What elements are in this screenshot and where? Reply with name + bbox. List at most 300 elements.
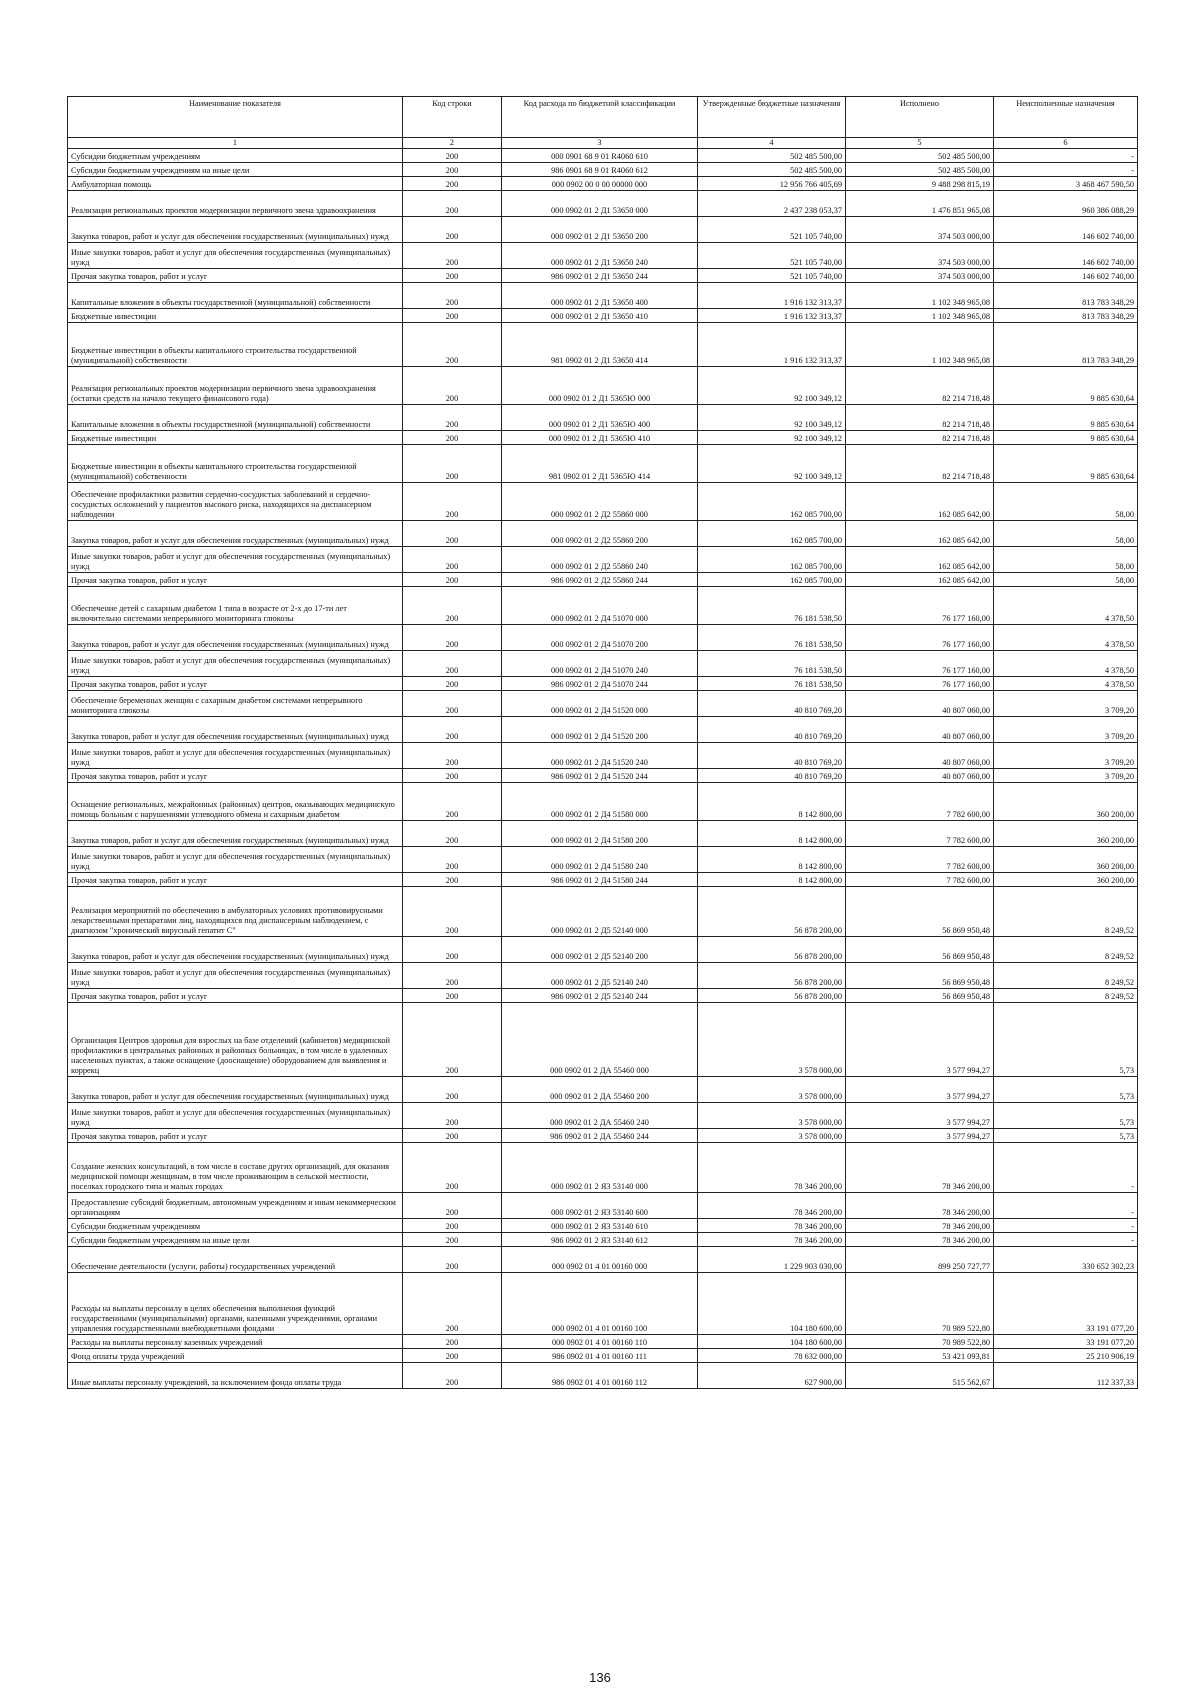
row-name: Иные закупки товаров, работ и услуг для обеспечения государственных (муниципальных) нужд <box>68 743 403 769</box>
table-row <box>68 405 1138 431</box>
row-name: Иные закупки товаров, работ и услуг для обеспечения государственных (муниципальных) нужд <box>68 963 403 989</box>
row-line-code: 200 <box>403 783 502 821</box>
row-name: Иные закупки товаров, работ и услуг для обеспечения государственных (муниципальных) нужд <box>68 1103 403 1129</box>
row-unexecuted: 3 709,20 <box>994 769 1138 783</box>
row-expense-code: 986 0902 01 4 01 00160 111 <box>502 1349 698 1363</box>
row-name: Субсидии бюджетным учреждениям <box>68 1219 403 1233</box>
row-name: Амбулаторная помощь <box>68 177 403 191</box>
row-name: Оснащение региональных, межрайонных (районных) центров, оказывающих медицинскую помощь больным с нарушениями углеводного обмена и сахарным диабетом <box>68 783 403 821</box>
row-executed: 78 346 200,00 <box>846 1193 994 1219</box>
table-row <box>68 177 1138 191</box>
row-expense-code: 000 0902 01 2 Д1 53650 400 <box>502 283 698 309</box>
row-unexecuted: 4 378,50 <box>994 625 1138 651</box>
row-executed: 56 869 950,48 <box>846 989 994 1003</box>
row-line-code: 200 <box>403 1077 502 1103</box>
table-row <box>68 323 1138 367</box>
table-row <box>68 1129 1138 1143</box>
table-row <box>68 547 1138 573</box>
row-expense-code: 986 0902 01 2 Д4 51070 244 <box>502 677 698 691</box>
row-expense-code: 000 0902 01 2 Д4 51580 000 <box>502 783 698 821</box>
row-name: Предоставление субсидий бюджетным, автономным учреждениям и иным некоммерческим организациям <box>68 1193 403 1219</box>
row-executed: 374 503 000,00 <box>846 269 994 283</box>
row-unexecuted: 5,73 <box>994 1129 1138 1143</box>
row-approved: 78 346 200,00 <box>698 1219 846 1233</box>
row-line-code: 200 <box>403 217 502 243</box>
row-executed: 76 177 160,00 <box>846 677 994 691</box>
row-approved: 627 900,00 <box>698 1363 846 1389</box>
header-approved: Утвержденные бюджетные назначения <box>698 97 846 138</box>
table-row <box>68 573 1138 587</box>
table-row <box>68 1193 1138 1219</box>
table-row <box>68 717 1138 743</box>
row-unexecuted: 5,73 <box>994 1003 1138 1077</box>
row-expense-code: 986 0902 01 2 Д1 53650 244 <box>502 269 698 283</box>
row-expense-code: 000 0902 01 2 Д1 5365Ю 410 <box>502 431 698 445</box>
row-approved: 76 181 538,50 <box>698 587 846 625</box>
row-executed: 56 869 950,48 <box>846 937 994 963</box>
row-executed: 82 214 718,48 <box>846 405 994 431</box>
row-line-code: 200 <box>403 937 502 963</box>
row-name: Закупка товаров, работ и услуг для обеспечения государственных (муниципальных) нужд <box>68 821 403 847</box>
row-expense-code: 986 0902 01 2 Д4 51580 244 <box>502 873 698 887</box>
row-name: Бюджетные инвестиции в объекты капитального строительства государственной (муниципальной) собственности <box>68 445 403 483</box>
row-approved: 8 142 800,00 <box>698 783 846 821</box>
row-name: Закупка товаров, работ и услуг для обеспечения государственных (муниципальных) нужд <box>68 217 403 243</box>
table-row <box>68 1003 1138 1077</box>
table-row <box>68 1219 1138 1233</box>
row-line-code: 200 <box>403 405 502 431</box>
row-name: Иные закупки товаров, работ и услуг для обеспечения государственных (муниципальных) нужд <box>68 847 403 873</box>
table-row <box>68 1363 1138 1389</box>
row-unexecuted: 25 210 906,19 <box>994 1349 1138 1363</box>
table-row <box>68 431 1138 445</box>
row-approved: 521 105 740,00 <box>698 269 846 283</box>
table-body <box>68 149 1138 1389</box>
row-executed: 56 869 950,48 <box>846 963 994 989</box>
row-line-code: 200 <box>403 1103 502 1129</box>
table-row <box>68 1273 1138 1335</box>
header-executed: Исполнено <box>846 97 994 138</box>
row-line-code: 200 <box>403 1247 502 1273</box>
row-executed: 82 214 718,48 <box>846 431 994 445</box>
row-name: Обеспечение профилактики развития сердечно-сосудистых заболеваний и сердечно-сосудистых осложнений у пациентов высокого риска, находящихся на диспансерном наблюдении <box>68 483 403 521</box>
row-unexecuted: 3 709,20 <box>994 691 1138 717</box>
row-name: Закупка товаров, работ и услуг для обеспечения государственных (муниципальных) нужд <box>68 521 403 547</box>
row-name: Реализация региональных проектов модернизации первичного звена здравоохранения <box>68 191 403 217</box>
row-unexecuted: 360 200,00 <box>994 821 1138 847</box>
header-line-code: Код строки <box>403 97 502 138</box>
row-expense-code: 000 0902 01 2 Д5 52140 200 <box>502 937 698 963</box>
row-approved: 3 578 000,00 <box>698 1003 846 1077</box>
row-expense-code: 000 0902 01 2 Д5 52140 000 <box>502 887 698 937</box>
row-unexecuted: 9 885 630,64 <box>994 445 1138 483</box>
row-line-code: 200 <box>403 191 502 217</box>
row-unexecuted: - <box>994 1219 1138 1233</box>
header-name: Наименование показателя <box>68 97 403 138</box>
row-approved: 56 878 200,00 <box>698 989 846 1003</box>
row-line-code: 200 <box>403 323 502 367</box>
row-name: Закупка товаров, работ и услуг для обеспечения государственных (муниципальных) нужд <box>68 625 403 651</box>
row-unexecuted: 9 885 630,64 <box>994 431 1138 445</box>
row-expense-code: 000 0902 01 2 Д4 51580 200 <box>502 821 698 847</box>
row-name: Прочая закупка товаров, работ и услуг <box>68 873 403 887</box>
row-expense-code: 000 0902 01 2 Д2 55860 000 <box>502 483 698 521</box>
table-row <box>68 769 1138 783</box>
column-number: 1 <box>68 138 403 149</box>
row-unexecuted: 146 602 740,00 <box>994 217 1138 243</box>
row-expense-code: 000 0902 01 2 Д4 51520 240 <box>502 743 698 769</box>
row-executed: 7 782 600,00 <box>846 873 994 887</box>
row-approved: 56 878 200,00 <box>698 963 846 989</box>
row-expense-code: 000 0902 01 2 Д1 5365Ю 400 <box>502 405 698 431</box>
row-name: Закупка товаров, работ и услуг для обеспечения государственных (муниципальных) нужд <box>68 937 403 963</box>
row-expense-code: 000 0902 01 4 01 00160 110 <box>502 1335 698 1349</box>
row-expense-code: 000 0902 01 2 Д2 55860 200 <box>502 521 698 547</box>
row-line-code: 200 <box>403 445 502 483</box>
row-executed: 78 346 200,00 <box>846 1233 994 1247</box>
row-expense-code: 986 0902 01 4 01 00160 112 <box>502 1363 698 1389</box>
row-executed: 3 577 994,27 <box>846 1077 994 1103</box>
row-expense-code: 981 0902 01 2 Д1 5365Ю 414 <box>502 445 698 483</box>
table-row <box>68 1349 1138 1363</box>
row-expense-code: 000 0902 01 2 ДА 55460 000 <box>502 1003 698 1077</box>
row-approved: 104 180 600,00 <box>698 1335 846 1349</box>
row-name: Прочая закупка товаров, работ и услуг <box>68 677 403 691</box>
row-approved: 8 142 800,00 <box>698 847 846 873</box>
row-line-code: 200 <box>403 1193 502 1219</box>
row-unexecuted: - <box>994 1193 1138 1219</box>
row-expense-code: 986 0902 01 2 Д2 55860 244 <box>502 573 698 587</box>
row-name: Бюджетные инвестиции <box>68 309 403 323</box>
row-line-code: 200 <box>403 243 502 269</box>
row-executed: 162 085 642,00 <box>846 483 994 521</box>
row-executed: 78 346 200,00 <box>846 1143 994 1193</box>
table-row <box>68 821 1138 847</box>
row-line-code: 200 <box>403 717 502 743</box>
table-row <box>68 1233 1138 1247</box>
table-row <box>68 367 1138 405</box>
row-executed: 374 503 000,00 <box>846 217 994 243</box>
table-row <box>68 873 1138 887</box>
row-unexecuted: 360 200,00 <box>994 783 1138 821</box>
row-expense-code: 000 0902 01 2 Д2 55860 240 <box>502 547 698 573</box>
row-approved: 92 100 349,12 <box>698 445 846 483</box>
row-approved: 1 916 132 313,37 <box>698 283 846 309</box>
row-line-code: 200 <box>403 873 502 887</box>
row-executed: 3 577 994,27 <box>846 1103 994 1129</box>
row-unexecuted: - <box>994 149 1138 163</box>
table-row <box>68 963 1138 989</box>
row-approved: 92 100 349,12 <box>698 405 846 431</box>
row-approved: 3 578 000,00 <box>698 1103 846 1129</box>
row-name: Иные закупки товаров, работ и услуг для обеспечения государственных (муниципальных) нужд <box>68 547 403 573</box>
row-executed: 899 250 727,77 <box>846 1247 994 1273</box>
row-executed: 3 577 994,27 <box>846 1003 994 1077</box>
table-row <box>68 445 1138 483</box>
row-line-code: 200 <box>403 1273 502 1335</box>
row-unexecuted: 112 337,33 <box>994 1363 1138 1389</box>
row-executed: 502 485 500,00 <box>846 163 994 177</box>
row-line-code: 200 <box>403 1335 502 1349</box>
row-unexecuted: 5,73 <box>994 1103 1138 1129</box>
row-approved: 40 810 769,20 <box>698 769 846 783</box>
table-row <box>68 887 1138 937</box>
table-row <box>68 521 1138 547</box>
row-name: Расходы на выплаты персоналу казенных учреждений <box>68 1335 403 1349</box>
row-name: Бюджетные инвестиции <box>68 431 403 445</box>
table-row <box>68 283 1138 309</box>
row-expense-code: 000 0902 01 2 ДА 55460 200 <box>502 1077 698 1103</box>
row-unexecuted: 146 602 740,00 <box>994 269 1138 283</box>
row-executed: 56 869 950,48 <box>846 887 994 937</box>
budget-execution-table <box>67 96 1138 1389</box>
row-line-code: 200 <box>403 821 502 847</box>
row-expense-code: 000 0902 01 2 Д4 51070 240 <box>502 651 698 677</box>
row-unexecuted: 58,00 <box>994 573 1138 587</box>
row-approved: 1 229 903 030,00 <box>698 1247 846 1273</box>
row-unexecuted: 3 468 467 590,50 <box>994 177 1138 191</box>
row-approved: 12 956 766 405,69 <box>698 177 846 191</box>
row-executed: 7 782 600,00 <box>846 821 994 847</box>
row-line-code: 200 <box>403 1349 502 1363</box>
row-line-code: 200 <box>403 1129 502 1143</box>
row-line-code: 200 <box>403 483 502 521</box>
row-expense-code: 986 0902 01 2 Я3 53140 612 <box>502 1233 698 1247</box>
row-name: Закупка товаров, работ и услуг для обеспечения государственных (муниципальных) нужд <box>68 1077 403 1103</box>
row-name: Прочая закупка товаров, работ и услуг <box>68 573 403 587</box>
row-expense-code: 000 0902 01 2 Д4 51070 200 <box>502 625 698 651</box>
row-expense-code: 000 0902 01 2 Д1 53650 200 <box>502 217 698 243</box>
budget-report-page <box>67 96 1137 1389</box>
row-unexecuted: - <box>994 1143 1138 1193</box>
row-approved: 502 485 500,00 <box>698 163 846 177</box>
row-approved: 162 085 700,00 <box>698 547 846 573</box>
row-executed: 53 421 093,81 <box>846 1349 994 1363</box>
row-expense-code: 000 0902 01 2 Д4 51070 000 <box>502 587 698 625</box>
row-line-code: 200 <box>403 431 502 445</box>
row-executed: 162 085 642,00 <box>846 573 994 587</box>
row-expense-code: 000 0902 01 2 Д1 53650 240 <box>502 243 698 269</box>
row-line-code: 200 <box>403 587 502 625</box>
row-line-code: 200 <box>403 651 502 677</box>
row-name: Иные выплаты персоналу учреждений, за исключением фонда оплаты труда <box>68 1363 403 1389</box>
row-expense-code: 000 0902 01 2 ДА 55460 240 <box>502 1103 698 1129</box>
table-row <box>68 149 1138 163</box>
row-unexecuted: 58,00 <box>994 547 1138 573</box>
row-name: Обеспечение беременных женщин с сахарным диабетом системами непрерывного мониторинга глюкозы <box>68 691 403 717</box>
row-approved: 76 181 538,50 <box>698 677 846 691</box>
row-line-code: 200 <box>403 1003 502 1077</box>
row-expense-code: 986 0902 01 2 ДА 55460 244 <box>502 1129 698 1143</box>
table-row <box>68 677 1138 691</box>
table-row <box>68 651 1138 677</box>
row-executed: 82 214 718,48 <box>846 367 994 405</box>
row-executed: 1 102 348 965,08 <box>846 283 994 309</box>
row-unexecuted: 58,00 <box>994 521 1138 547</box>
row-unexecuted: 360 200,00 <box>994 847 1138 873</box>
row-expense-code: 000 0902 01 2 Д1 5365Ю 000 <box>502 367 698 405</box>
table-row <box>68 847 1138 873</box>
row-executed: 1 102 348 965,08 <box>846 309 994 323</box>
row-name: Создание женских консультаций, в том числе в составе других организаций, для оказания медицинской помощи женщинам, в том числе проживающим в сельской местности, поселках городского типа и малых городах <box>68 1143 403 1193</box>
table-row <box>68 783 1138 821</box>
row-unexecuted: 813 783 348,29 <box>994 309 1138 323</box>
row-line-code: 200 <box>403 847 502 873</box>
row-line-code: 200 <box>403 177 502 191</box>
row-expense-code: 000 0902 01 2 Д4 51520 200 <box>502 717 698 743</box>
row-unexecuted: 3 709,20 <box>994 743 1138 769</box>
table-row <box>68 309 1138 323</box>
row-line-code: 200 <box>403 1143 502 1193</box>
row-approved: 2 437 238 053,37 <box>698 191 846 217</box>
row-unexecuted: 4 378,50 <box>994 677 1138 691</box>
row-approved: 162 085 700,00 <box>698 573 846 587</box>
table-row <box>68 243 1138 269</box>
row-unexecuted: 360 200,00 <box>994 873 1138 887</box>
row-approved: 521 105 740,00 <box>698 243 846 269</box>
row-line-code: 200 <box>403 521 502 547</box>
row-name: Прочая закупка товаров, работ и услуг <box>68 989 403 1003</box>
row-executed: 40 807 060,00 <box>846 717 994 743</box>
column-number: 3 <box>502 138 698 149</box>
row-line-code: 200 <box>403 269 502 283</box>
row-expense-code: 000 0902 01 2 Д1 53650 000 <box>502 191 698 217</box>
row-approved: 40 810 769,20 <box>698 717 846 743</box>
row-executed: 40 807 060,00 <box>846 743 994 769</box>
row-unexecuted: 4 378,50 <box>994 651 1138 677</box>
row-name: Реализация региональных проектов модернизации первичного звена здравоохранения (остатки средств на начало текущего финансового года) <box>68 367 403 405</box>
row-line-code: 200 <box>403 367 502 405</box>
row-executed: 78 346 200,00 <box>846 1219 994 1233</box>
row-name: Реализация мероприятий по обеспечению в амбулаторных условиях противовирусными лекарственными препаратами лиц, находящихся под диспансерным наблюдением, с диагнозом "хронический вирусный гепатит С" <box>68 887 403 937</box>
row-line-code: 200 <box>403 989 502 1003</box>
row-unexecuted: 58,00 <box>994 483 1138 521</box>
row-unexecuted: 8 249,52 <box>994 937 1138 963</box>
row-line-code: 200 <box>403 769 502 783</box>
row-name: Прочая закупка товаров, работ и услуг <box>68 1129 403 1143</box>
row-expense-code: 986 0902 01 2 Д4 51520 244 <box>502 769 698 783</box>
row-approved: 78 346 200,00 <box>698 1143 846 1193</box>
row-approved: 56 878 200,00 <box>698 937 846 963</box>
row-line-code: 200 <box>403 677 502 691</box>
row-expense-code: 000 0902 01 2 Д1 53650 410 <box>502 309 698 323</box>
row-name: Капитальные вложения в объекты государственной (муниципальной) собственности <box>68 283 403 309</box>
row-line-code: 200 <box>403 691 502 717</box>
table-row <box>68 743 1138 769</box>
table-row <box>68 1077 1138 1103</box>
row-unexecuted: 146 602 740,00 <box>994 243 1138 269</box>
row-approved: 3 578 000,00 <box>698 1129 846 1143</box>
row-unexecuted: 8 249,52 <box>994 887 1138 937</box>
row-executed: 76 177 160,00 <box>846 651 994 677</box>
row-unexecuted: 9 885 630,64 <box>994 367 1138 405</box>
row-approved: 40 810 769,20 <box>698 743 846 769</box>
row-approved: 8 142 800,00 <box>698 873 846 887</box>
row-unexecuted: 4 378,50 <box>994 587 1138 625</box>
row-name: Прочая закупка товаров, работ и услуг <box>68 269 403 283</box>
row-expense-code: 000 0902 01 2 Д4 51520 000 <box>502 691 698 717</box>
row-approved: 8 142 800,00 <box>698 821 846 847</box>
row-unexecuted: 5,73 <box>994 1077 1138 1103</box>
row-expense-code: 000 0902 01 4 01 00160 000 <box>502 1247 698 1273</box>
row-line-code: 200 <box>403 573 502 587</box>
row-name: Расходы на выплаты персоналу в целях обеспечения выполнения функций государственными (муниципальными) органами, казенными учреждениями, органами управления государственными внебюджетными фондами <box>68 1273 403 1335</box>
row-executed: 70 989 522,80 <box>846 1335 994 1349</box>
row-executed: 82 214 718,48 <box>846 445 994 483</box>
row-name: Бюджетные инвестиции в объекты капитального строительства государственной (муниципальной) собственности <box>68 323 403 367</box>
column-number: 2 <box>403 138 502 149</box>
row-approved: 56 878 200,00 <box>698 887 846 937</box>
table-row <box>68 625 1138 651</box>
row-unexecuted: 813 783 348,29 <box>994 283 1138 309</box>
row-executed: 1 476 851 965,08 <box>846 191 994 217</box>
row-executed: 3 577 994,27 <box>846 1129 994 1143</box>
row-name: Иные закупки товаров, работ и услуг для обеспечения государственных (муниципальных) нужд <box>68 243 403 269</box>
row-executed: 9 488 298 815,19 <box>846 177 994 191</box>
row-unexecuted: 960 386 088,29 <box>994 191 1138 217</box>
table-row <box>68 1143 1138 1193</box>
table-header-row <box>68 97 1138 138</box>
row-line-code: 200 <box>403 963 502 989</box>
row-expense-code: 000 0902 01 2 Я3 53140 000 <box>502 1143 698 1193</box>
table-row <box>68 937 1138 963</box>
row-approved: 92 100 349,12 <box>698 367 846 405</box>
column-number: 5 <box>846 138 994 149</box>
header-unexecuted: Неисполненные назначения <box>994 97 1138 138</box>
row-expense-code: 986 0902 01 2 Д5 52140 244 <box>502 989 698 1003</box>
row-line-code: 200 <box>403 743 502 769</box>
row-approved: 76 181 538,50 <box>698 651 846 677</box>
row-line-code: 200 <box>403 547 502 573</box>
row-expense-code: 000 0902 01 2 Д4 51580 240 <box>502 847 698 873</box>
row-name: Обеспечение деятельности (услуги, работы) государственных учреждений <box>68 1247 403 1273</box>
column-number-row <box>68 138 1138 149</box>
row-unexecuted: 8 249,52 <box>994 963 1138 989</box>
row-name: Субсидии бюджетным учреждениям <box>68 149 403 163</box>
row-approved: 502 485 500,00 <box>698 149 846 163</box>
row-executed: 70 989 522,80 <box>846 1273 994 1335</box>
table-row <box>68 483 1138 521</box>
row-executed: 1 102 348 965,08 <box>846 323 994 367</box>
row-expense-code: 000 0902 01 4 01 00160 100 <box>502 1273 698 1335</box>
row-approved: 3 578 000,00 <box>698 1077 846 1103</box>
row-approved: 92 100 349,12 <box>698 431 846 445</box>
row-name: Фонд оплаты труда учреждений <box>68 1349 403 1363</box>
row-executed: 7 782 600,00 <box>846 783 994 821</box>
row-executed: 7 782 600,00 <box>846 847 994 873</box>
row-unexecuted: 330 652 302,23 <box>994 1247 1138 1273</box>
row-name: Закупка товаров, работ и услуг для обеспечения государственных (муниципальных) нужд <box>68 717 403 743</box>
row-executed: 515 562,67 <box>846 1363 994 1389</box>
row-approved: 521 105 740,00 <box>698 217 846 243</box>
table-row <box>68 1103 1138 1129</box>
row-expense-code: 986 0901 68 9 01 R4060 612 <box>502 163 698 177</box>
row-approved: 78 632 000,00 <box>698 1349 846 1363</box>
row-executed: 76 177 160,00 <box>846 625 994 651</box>
row-name: Капитальные вложения в объекты государственной (муниципальной) собственности <box>68 405 403 431</box>
row-unexecuted: 3 709,20 <box>994 717 1138 743</box>
row-approved: 104 180 600,00 <box>698 1273 846 1335</box>
row-line-code: 200 <box>403 1233 502 1247</box>
row-executed: 502 485 500,00 <box>846 149 994 163</box>
table-row <box>68 691 1138 717</box>
row-line-code: 200 <box>403 309 502 323</box>
row-executed: 162 085 642,00 <box>846 547 994 573</box>
row-approved: 40 810 769,20 <box>698 691 846 717</box>
row-expense-code: 000 0902 01 2 Д5 52140 240 <box>502 963 698 989</box>
row-expense-code: 981 0902 01 2 Д1 53650 414 <box>502 323 698 367</box>
row-executed: 374 503 000,00 <box>846 243 994 269</box>
